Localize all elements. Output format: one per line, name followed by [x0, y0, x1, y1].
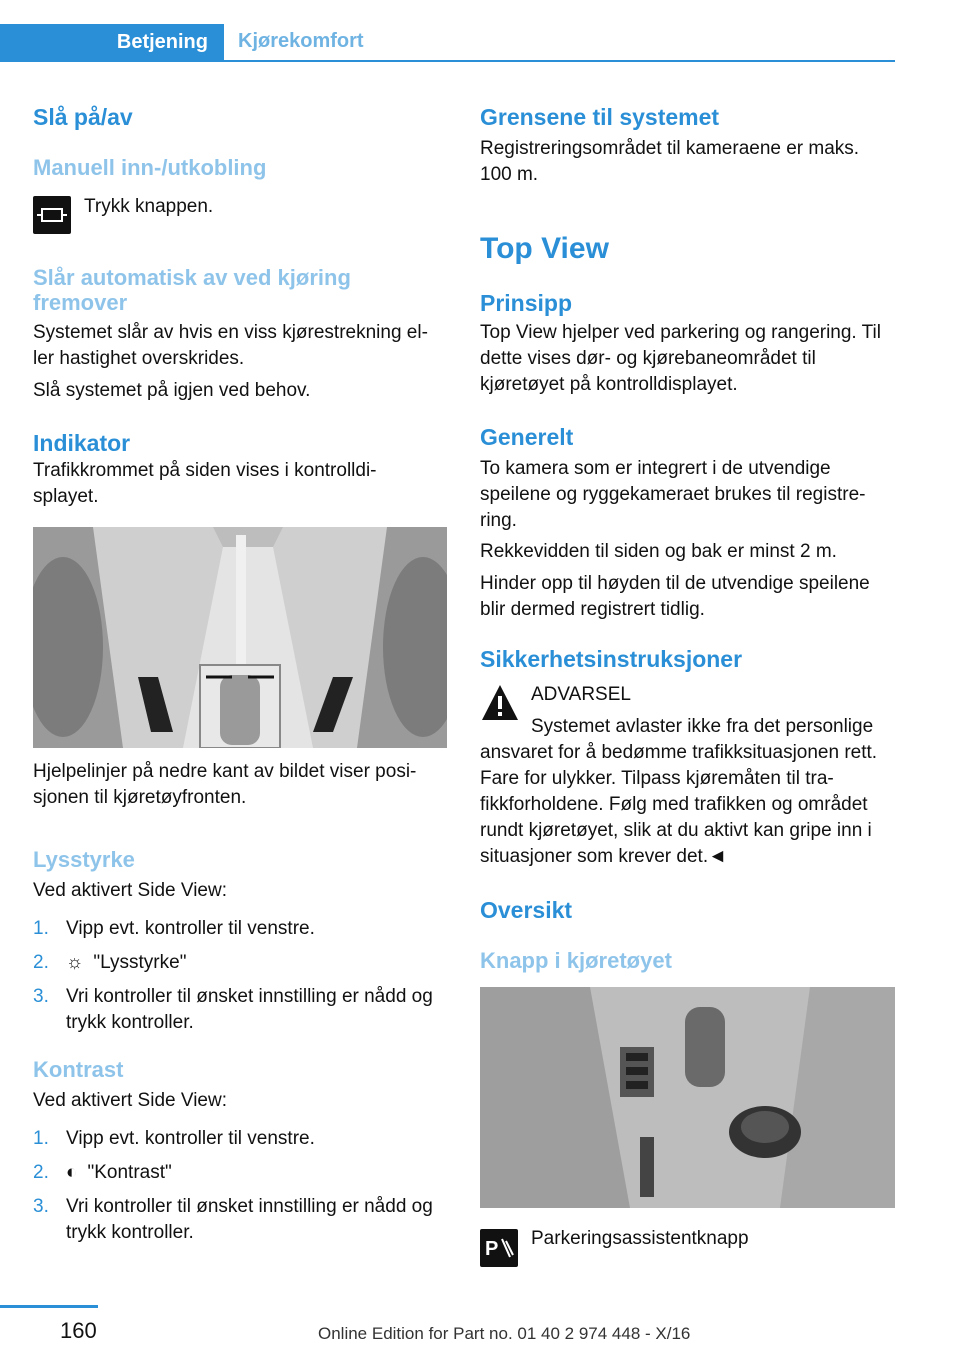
- step-number: 3.: [33, 986, 49, 1007]
- side-view-display-image: [33, 527, 447, 748]
- heading-generelt: Generelt: [480, 424, 574, 450]
- generelt-paragraph-2: Rekkevidden til siden og bak er minst 2 m.: [480, 541, 837, 562]
- svg-text:P: P: [485, 1238, 499, 1260]
- auto-paragraph-1: Systemet slår av hvis en viss kjørestrekning el-ler hastighet overskrides.: [33, 322, 428, 369]
- heading-grensene: Grensene til systemet: [480, 104, 720, 130]
- parking-assistant-button-icon: [480, 1229, 518, 1267]
- heading-sikkerhet: Sikkerhetsinstruksjoner: [480, 646, 743, 672]
- step-number: 3.: [33, 1196, 49, 1217]
- step-number: 2.: [33, 952, 49, 973]
- step-number: 1.: [33, 1128, 49, 1149]
- prinsipp-paragraph: Top View hjelper ved parkering og rangering. Til dette vises dør- og kjørebaneområdet til kjøretøyet på kontrolldisplayet.: [480, 322, 881, 395]
- auto-paragraph-2: Slå systemet på igjen ved behov.: [33, 380, 311, 401]
- step-text: Vipp evt. kontroller til venstre.: [66, 1128, 315, 1149]
- generelt-paragraph-3: Hinder opp til høyden til de utvendige speilene blir dermed registrert tidlig.: [480, 573, 870, 620]
- footer-line: [0, 1305, 98, 1308]
- warning-first-line: Systemet avlaster ikke fra det personlige: [531, 716, 874, 737]
- step-text: Vri kontroller til ønsket innstilling er nådd og trykk kontroller.: [66, 986, 433, 1033]
- lysstyrke-intro: Ved aktivert Side View:: [33, 880, 227, 901]
- heading-top-view: Top View: [480, 232, 609, 265]
- list-item: [33, 950, 447, 976]
- heading-prinsipp: Prinsipp: [480, 290, 573, 316]
- list-item: [33, 1194, 447, 1246]
- contrast-icon: ◐: [66, 1162, 78, 1183]
- tab-betjening[interactable]: [0, 24, 224, 60]
- trykk-text: Trykk knappen.: [84, 196, 214, 217]
- heading-manuell: Manuell inn-/utkobling: [33, 155, 267, 180]
- step-number: 2.: [33, 1162, 49, 1183]
- caption-hjelpelinjer: Hjelpelinjer på nedre kant av bildet viser posi-sjonen til kjøretøyfronten.: [33, 761, 417, 808]
- lysstyrke-steps: [33, 916, 447, 1044]
- list-item: [33, 1126, 447, 1152]
- indikator-paragraph: Trafikkrommet på siden vises i kontrolldi-splayet.: [33, 460, 377, 507]
- brightness-icon: ☼: [66, 952, 84, 973]
- generelt-paragraph-1: To kamera som er integrert i de utvendige speilene og ryggekameraet brukes til registre-ring.: [480, 458, 866, 531]
- page-number: 160: [60, 1318, 97, 1343]
- list-item: [33, 1160, 447, 1186]
- advarsel-label: ADVARSEL: [531, 684, 631, 705]
- tab-betjening-label: Betjening: [116, 30, 208, 53]
- list-item: [33, 984, 447, 1036]
- step-text: Vipp evt. kontroller til venstre.: [66, 918, 315, 939]
- heading-auto: Slår automatisk av ved kjøring fremover: [33, 265, 351, 315]
- heading-indikator: Indikator: [33, 430, 131, 456]
- list-item: [33, 916, 447, 942]
- warning-text: ansvaret for å bedømme trafikksituasjonen rett. Fare for ulykker. Tilpass kjøremåten til tra-fikkforholdene. Følg med trafikken og området rundt kjøretøyet, slik at du aktivt kan gripe inn i situasjoner som krever det.◄: [480, 742, 878, 867]
- grensene-paragraph: Registreringsområdet til kameraene er maks. 100 m.: [480, 138, 860, 185]
- step-number: 1.: [33, 918, 49, 939]
- center-console-image: [480, 987, 895, 1208]
- side-view-button-icon: [33, 196, 71, 234]
- step-text: "Lysstyrke": [93, 952, 187, 973]
- heading-kontrast: Kontrast: [33, 1057, 124, 1082]
- kontrast-intro: Ved aktivert Side View:: [33, 1090, 227, 1111]
- heading-knapp: Knapp i kjøretøyet: [480, 948, 672, 973]
- knapp-caption: Parkeringsassistentknapp: [531, 1228, 749, 1249]
- heading-oversikt: Oversikt: [480, 897, 573, 923]
- warning-triangle-icon: [480, 683, 520, 723]
- tab-kjorekomfort[interactable]: Kjørekomfort: [238, 30, 364, 52]
- step-text: Vri kontroller til ønsket innstilling er nådd og trykk kontroller.: [66, 1196, 433, 1243]
- kontrast-steps: [33, 1126, 447, 1254]
- step-text: "Kontrast": [87, 1162, 172, 1183]
- heading-sla: Slå på/av: [33, 104, 133, 130]
- edition-text: Online Edition for Part no. 01 40 2 974 448 - X/16: [318, 1324, 691, 1343]
- heading-lysstyrke: Lysstyrke: [33, 847, 135, 872]
